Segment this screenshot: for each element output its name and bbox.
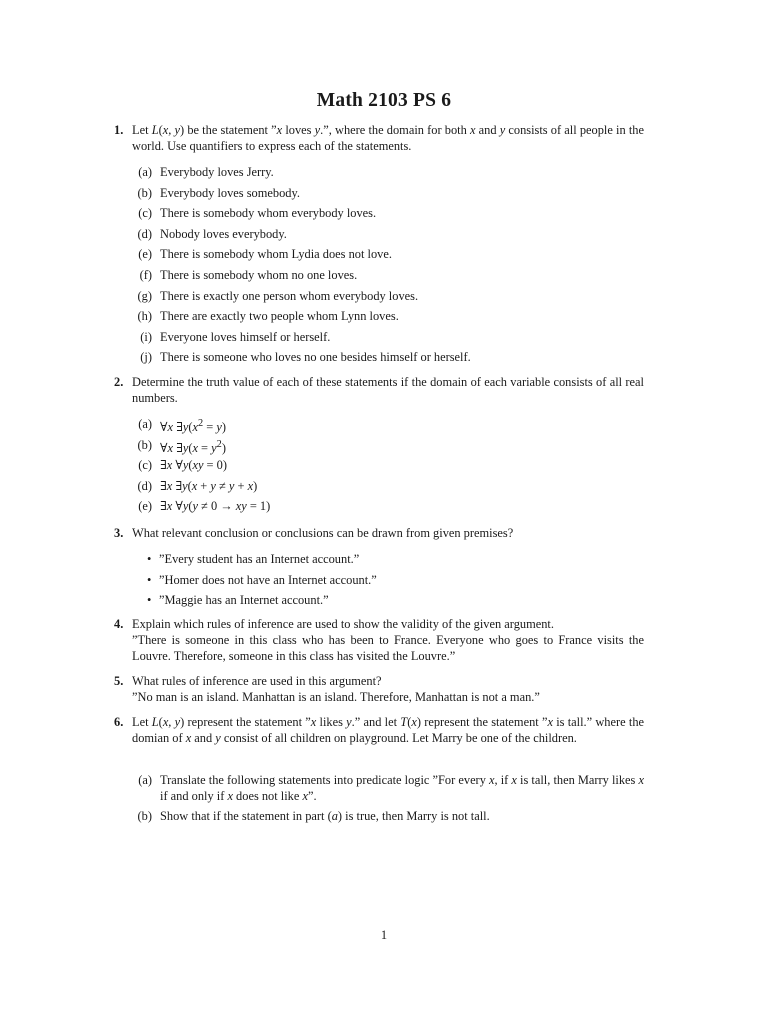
bullet-icon: •	[147, 593, 152, 608]
list-item: (c) ∃x ∀y(xy = 0)	[138, 458, 227, 473]
problem-5	[114, 674, 644, 706]
list-item: (c) There is somebody whom everybody loves.	[138, 206, 377, 221]
problem-4	[114, 617, 644, 664]
problem-number: 2.	[114, 375, 124, 389]
problem-number: 6.	[114, 715, 124, 729]
list-item: (g) There is exactly one person whom everybody loves.	[137, 288, 419, 303]
list-item: (e) There is somebody whom Lydia does not love.	[138, 247, 392, 262]
bullet-icon: •	[147, 572, 152, 587]
problem-5-text: What rules of inference are used in this argument?	[132, 674, 382, 688]
problem-4-text: Explain which rules of inference are used to show the validity of the given argument.	[132, 617, 554, 631]
problem-4-argument: ”There is someone in this class who has been to France. Everyone who goes to France visits the Louvre. Therefore, someone in this class has visited the Louvre.”	[132, 632, 644, 663]
document-page: Math 2103 PS 6 1. Let L(x, y) be the statement ”x loves y.”, where the domain for both x and y consists of all people in the world. Use quantifiers to express each of the statements. (a) Everybody loves Jerry. (b) Everybody loves somebody. (c) There is somebody whom everybody loves. (d) Nobody loves everybody. (e) There is somebody whom Lydia does not love. (f) There is somebody whom no one loves. (g) There is exactly one person whom everybody loves. (h) There are exactly two people whom Lynn loves. (i) Everyone loves himself or herself. (j) There is someone who loves no one besides himself or herself. 2. Determine the truth value of each of these statements if the domain of each variable consists of all real numbers. (a) ∀x $\exists y(x^2 = y)$ (b) ∀x ∃y(x = $y^2$) (c) ∃x ∀y(xy = 0) (d) ∃x ∃y(x + y ≠ y + x) (e) ∃x ∀y(y ≠ 0 → xy = 1) 3. What relevant conclusion or conclusions can be drawn from given premises? • ”Every student has an Internet account.” • ”Homer does not have an Internet account.” • ”Maggie has an Internet account.” 4. Explain which rules of inference are used to show the validity of the given argument. ”There is someone in this class who has been to France. Everyone who goes to France visits the Louvre. Therefore, someone in this class has visited the Louvre.” 5. What rules of inference are used in this argument? ”No man is an island. Manhattan is an island. Therefore, Manhattan is not a man.” 6. Let L(x, y) represent the statement ”x likes y.” and let T(x) represent the statement ”x is tall.” where the domian of x and y consist of all children on playground. Let Marry be one of the children. (a) Translate the following statements into predicate logic ”For every x, if x is tall, then Marry likes x if and only if x does not like x”. (b) Show that if the statement in part (a) is true, then Marry is not tall. 1	[0, 0, 768, 1024]
problem-6-text: Let L(x, y) represent the statement ”x likes y.” and let T(x) represent the statement ”x is tall.” where the domian of x and y consist of all children on playground. Let Marry be one of the children.	[132, 715, 645, 745]
problem-2	[114, 375, 644, 407]
list-item: (d) Nobody loves everybody.	[137, 226, 287, 241]
problem-3-text: What relevant conclusion or conclusions can be drawn from given premises?	[132, 526, 514, 540]
problem-number: 3.	[114, 526, 124, 540]
list-item: (e) ∃x ∀y(y ≠ 0 → xy = 1)	[138, 499, 271, 514]
problem-number: 4.	[114, 617, 124, 631]
list-item: (b) ∀x ∃y(x = $y^2$)	[137, 437, 226, 455]
problem-number: 1.	[114, 123, 124, 137]
list-item: (b) Everybody loves somebody.	[137, 185, 300, 200]
bullet-icon: •	[147, 552, 152, 566]
problem-3	[114, 526, 644, 542]
list-item: (a) ∀x $\exists y(x^2 = y)$	[138, 417, 226, 435]
problem-6	[114, 715, 645, 747]
problem-2-text: Determine the truth value of each of these statements if the domain of each variable consists of all real numbers.	[132, 375, 644, 405]
page-title: Math 2103 PS 6	[316, 90, 452, 111]
list-item: (i) Everyone loves himself or herself.	[140, 329, 331, 344]
list-item: (h) There are exactly two people whom Lynn loves.	[137, 309, 399, 324]
page-number: 1	[380, 928, 388, 942]
list-item: (f) There is somebody whom no one loves.	[139, 268, 358, 282]
problem-1-text: Let L(x, y) be the statement ”x loves y.”, where the domain for both x and y consists of all people in the world. Use quantifiers to express each of the statements.	[132, 123, 644, 153]
problem-5-argument: ”No man is an island. Manhattan is an island. Therefore, Manhattan is not a man.”	[132, 689, 540, 704]
list-item: (j) There is someone who loves no one besides himself or herself.	[140, 350, 471, 365]
problem-1	[114, 123, 644, 155]
list-item: (d) ∃x ∃y(x + y ≠ y + x)	[137, 478, 258, 493]
list-item: (a) Everybody loves Jerry.	[138, 165, 274, 179]
problem-number: 5.	[114, 674, 124, 688]
